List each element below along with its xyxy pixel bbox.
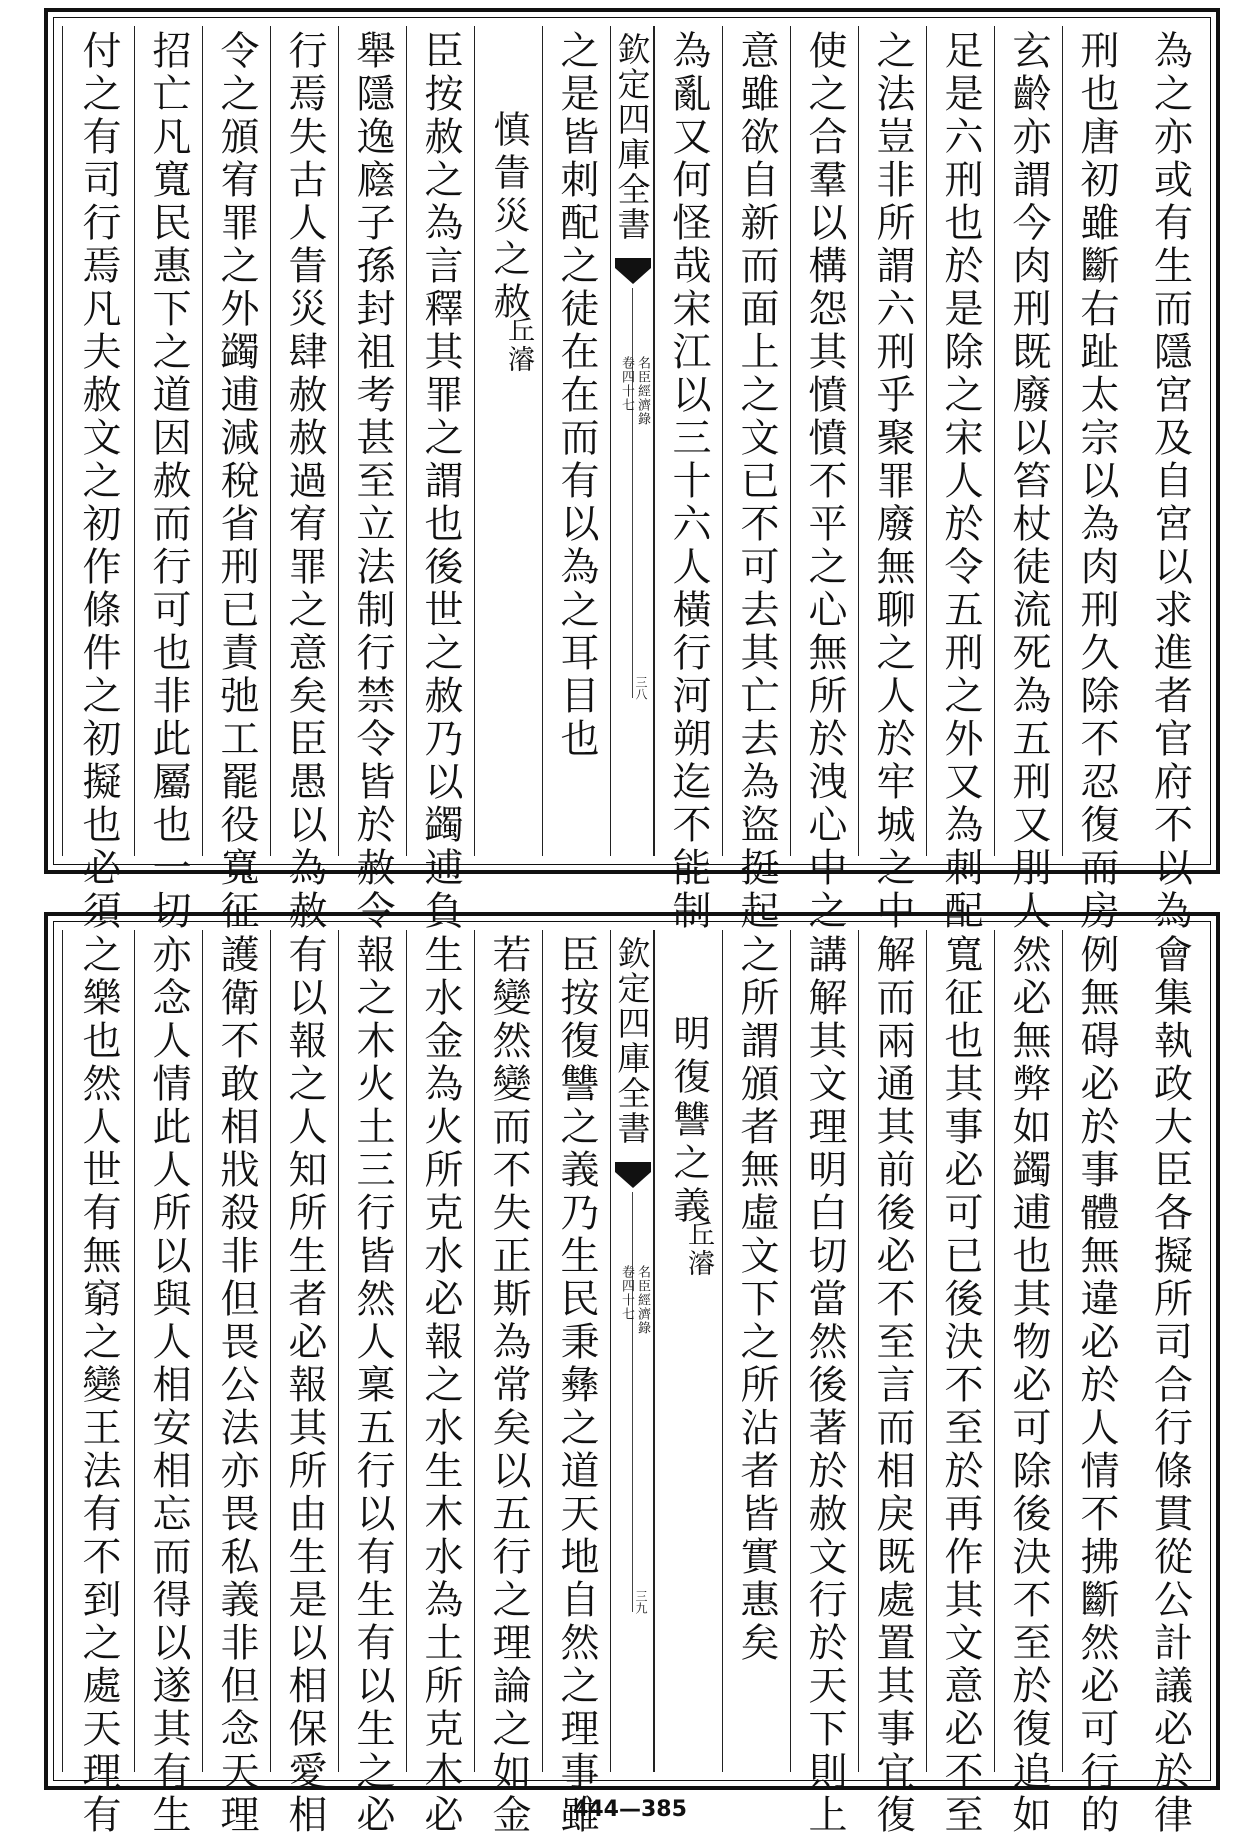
text-column [406, 26, 474, 933]
text-column [338, 930, 406, 1837]
text-column [270, 930, 338, 1837]
column-text: 之是皆刺配之徒在在而有以為之耳目也 [554, 30, 599, 761]
fold-line [632, 1192, 633, 1612]
column-text: 意雖欲自新而面上之文已不可去其亡去為盜挺起 [734, 30, 779, 933]
column-text: 報之木火土三行皆然人稟五行以有生有以生之必 [350, 934, 395, 1837]
column-text: 玄齡亦謂今肉刑既廢以笞杖徒流死為五刑又刖人 [1006, 30, 1051, 933]
column-text: 亦念人情此人所以與人相安相忘而得以遂其有生 [146, 934, 191, 1837]
text-column [134, 930, 202, 1837]
text-column [542, 930, 610, 1837]
text-column [722, 930, 790, 1772]
leaf-number: 三八 [634, 676, 648, 700]
text-column [202, 930, 270, 1837]
author-name: 丘濬 [683, 1220, 714, 1278]
column-text: 解而兩通其前後必不至言而相戾既處置其事宜復 [870, 934, 915, 1837]
column-text: 招亡凡寬民惠下之道因赦而行可也非此屬也一切 [146, 30, 191, 933]
column-text: 為之亦或有生而隱宮及自宮以求進者官府不以為 [1147, 30, 1193, 933]
column-text: 舉隱逸廕子孫封祖考甚至立法制行禁令皆於赦令 [350, 30, 395, 933]
book-title: 欽定四庫全書 [612, 32, 652, 242]
text-column [542, 26, 610, 856]
text-column [474, 930, 542, 1837]
text-column [1130, 930, 1210, 1837]
fold-line [632, 288, 633, 698]
column-text: 足是六刑也於是除之宋人於令五刑之外又為刺配 [938, 30, 983, 933]
volume-number: 卷四十七 [619, 1265, 634, 1321]
column-text: 臣按赦之為言釋其罪之謂也後世之赦乃以蠲逋負 [418, 30, 463, 933]
page-code: 444—385 [573, 1797, 687, 1822]
fishtail-mark [615, 258, 649, 288]
text-column [926, 930, 994, 1837]
text-column [270, 26, 338, 933]
column-text: 寬征也其事必可已後決不至於再作其文意必不至 [938, 934, 983, 1837]
column-text: 之法豈非所謂六刑乎聚罪廢無聊之人於牢城之中 [870, 30, 915, 933]
text-column [1130, 26, 1210, 933]
section-heading: 明復讐之義 [667, 1014, 710, 1229]
column-text: 臣按復讐之義乃生民秉彝之道天地自然之理事雖 [554, 934, 599, 1837]
text-column [338, 26, 406, 933]
collection-name: 名臣經濟錄 [635, 1265, 650, 1335]
text-column [202, 26, 270, 933]
text-column [858, 26, 926, 933]
text-column [62, 930, 134, 1837]
column-text: 例無碍必於事體無違必於人情不拂斷然必可行的 [1074, 934, 1119, 1837]
column-text: 會集執政大臣各擬所司合行條貫從公計議必於律 [1147, 934, 1193, 1837]
center-fold [610, 26, 654, 856]
column-text: 之樂也然人世有無窮之變王法有不到之處天理有 [76, 934, 121, 1837]
text-column [926, 26, 994, 933]
collection-name: 名臣經濟錄 [635, 356, 650, 426]
text-column [654, 26, 722, 933]
fishtail-icon [615, 1162, 651, 1192]
column-text: 行焉失古人眚災肆赦赦過宥罪之意矣臣愚以為赦 [282, 30, 327, 933]
column-text: 使之合羣以構怨其憤憤不平之心無所於洩心中之 [802, 30, 847, 933]
text-column [62, 26, 134, 933]
column-text: 付之有司行焉凡夫赦文之初作條件之初擬也必須 [76, 30, 121, 933]
column-text: 刑也唐初雖斷右趾太宗以為肉刑久除不忍復而房 [1074, 30, 1119, 933]
leaf-number: 三九 [634, 1590, 648, 1614]
column-text: 若變然變而不失正斯為常矣以五行之理論之如金 [486, 934, 531, 1837]
text-column [994, 26, 1062, 933]
column-text: 之所謂頒者無虛文下之所沾者皆實惠矣 [734, 934, 779, 1665]
text-column [1062, 930, 1130, 1837]
column-text: 然必無弊如蠲逋也其物必可除後決不至於復追如 [1006, 934, 1051, 1837]
column-text: 講解其文理明白切當然後著於赦文行於天下則上 [802, 934, 847, 1837]
heading-column [654, 930, 722, 1772]
book-title: 欽定四庫全書 [612, 936, 652, 1146]
text-column [858, 930, 926, 1837]
text-column [722, 26, 790, 933]
text-column [790, 930, 858, 1837]
column-text: 生水金為火所克水必報之水生木水為土所克木必 [418, 934, 463, 1837]
section-heading: 慎眚災之赦 [487, 110, 530, 325]
text-column [1062, 26, 1130, 933]
heading-column [474, 26, 542, 856]
column-text: 為亂又何怪哉宋江以三十六人橫行河朔迄不能制 [666, 30, 711, 933]
text-column [790, 26, 858, 933]
column-text: 護衛不敢相戕殺非但畏公法亦畏私義非但念天理 [214, 934, 259, 1837]
fishtail-icon [615, 258, 651, 288]
text-column [994, 930, 1062, 1837]
text-column [406, 930, 474, 1837]
volume-number: 卷四十七 [619, 356, 634, 412]
fishtail-mark [615, 1162, 649, 1192]
text-column [134, 26, 202, 933]
column-text: 有以報之人知所生者必報其所由生是以相保愛相 [282, 934, 327, 1837]
center-fold [610, 930, 654, 1772]
top-page-panel [44, 8, 1220, 933]
author-name: 丘濬 [503, 316, 534, 374]
column-text: 令之頒宥罪之外蠲逋減稅省刑已責弛工罷役寬征 [214, 30, 259, 933]
